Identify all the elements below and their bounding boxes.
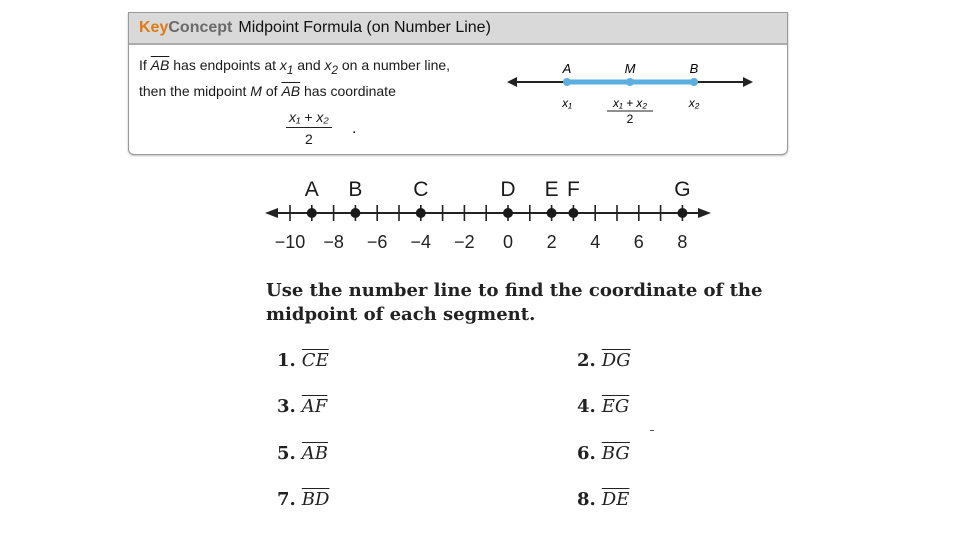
tick-label: −2	[454, 232, 475, 250]
var-x2: $x_2$	[324, 57, 338, 77]
formula-numerator: x₁ + x₂	[286, 109, 332, 128]
number-line-arrow-right	[698, 208, 711, 218]
point-b	[350, 208, 360, 218]
key-concept-box	[128, 12, 788, 155]
key-concept-label-concept: Concept	[168, 19, 233, 36]
exercise-1: 1. $\overline{CE}$	[277, 350, 329, 371]
stray-mark	[650, 430, 654, 431]
segment-ab: $\overline{AB}$	[150, 57, 170, 73]
point-e	[547, 208, 557, 218]
diagram-arrow-right	[743, 77, 753, 87]
var-m: M	[250, 83, 262, 99]
point-label-a: A	[304, 178, 319, 201]
point-g	[677, 208, 687, 218]
formula-denominator: 2	[304, 131, 313, 147]
point-label-f: F	[566, 178, 580, 201]
exercise-6: 6. $\overline{BG}$	[577, 443, 630, 464]
diagram-label-m: M	[624, 61, 636, 76]
segment-ab-2: $\overline{AB}$	[281, 83, 301, 99]
formula-period: .	[352, 120, 357, 137]
tick-label: 2	[546, 232, 557, 250]
diagram-coord-right: x₂	[688, 96, 700, 110]
point-label-b: B	[348, 178, 363, 201]
tick-label: 4	[590, 232, 601, 250]
tick-label: −4	[410, 232, 432, 250]
key-concept-label-key: Key	[139, 19, 169, 36]
diagram-point-m	[626, 78, 634, 86]
exercise-5: 5. $\overline{AB}$	[277, 443, 329, 464]
point-a	[307, 208, 317, 218]
diagram-arrow-left	[507, 77, 517, 87]
text-has-coordinate: has coordinate	[304, 83, 396, 99]
text-and: and	[297, 57, 321, 73]
point-d	[503, 208, 513, 218]
number-line-arrow-left	[265, 208, 278, 218]
number-line	[262, 172, 714, 250]
point-c	[416, 208, 426, 218]
diagram-coord-left: x₁	[562, 96, 572, 110]
tick-label: −8	[323, 232, 344, 250]
exercise-5-segment: $\overline{AB}$	[301, 443, 329, 464]
tick-label: 0	[502, 232, 514, 250]
text-if: If	[139, 57, 147, 73]
midpoint-diagram	[129, 13, 787, 154]
key-concept-name: Midpoint Formula (on Number Line)	[238, 19, 491, 36]
diagram-point-a	[563, 78, 571, 86]
exercise-7: 7. $\overline{BD}$	[277, 489, 330, 510]
text-on-number-line: on a number line,	[341, 57, 451, 73]
tick-label: −6	[366, 232, 388, 250]
tick-label: 8	[677, 232, 688, 250]
diagram-coord-mid-den: 2	[626, 112, 634, 126]
exercise-8-segment: $\overline{DE}$	[601, 489, 630, 510]
tick-label: −10	[274, 232, 306, 250]
diagram-coord-mid-num: x₁ + x₂	[612, 96, 648, 110]
exercise-4-segment: $\overline{EG}$	[601, 396, 630, 417]
text-of: of	[265, 83, 278, 99]
point-f	[568, 208, 578, 218]
exercise-6-segment: $\overline{BG}$	[601, 443, 630, 464]
point-label-d: D	[500, 178, 516, 201]
diagram-point-b	[690, 78, 698, 86]
var-x1: $x_1$	[279, 57, 294, 77]
point-label-e: E	[544, 178, 559, 201]
exercise-7-segment: $\overline{BD}$	[301, 489, 330, 510]
text-then-midpoint: then the midpoint	[139, 83, 247, 99]
text-has-endpoints: has endpoints at	[173, 57, 276, 73]
exercise-3-segment: $\overline{AF}$	[301, 396, 328, 417]
exercise-2-segment: $\overline{DG}$	[601, 350, 631, 371]
exercise-4: 4. $\overline{EG}$	[577, 396, 630, 417]
exercise-8: 8. $\overline{DE}$	[577, 489, 630, 510]
exercise-2: 2. $\overline{DG}$	[577, 350, 631, 371]
point-label-g: G	[674, 178, 691, 201]
instructions: Use the number line to find the coordinate of the midpoint of each segment.	[266, 280, 763, 325]
exercise-1-segment: $\overline{CE}$	[301, 350, 329, 371]
point-label-c: C	[413, 178, 429, 201]
diagram-label-b: B	[689, 61, 699, 76]
exercise-3: 3. $\overline{AF}$	[277, 396, 328, 417]
diagram-label-a: A	[562, 61, 572, 76]
tick-label: 6	[633, 232, 644, 250]
